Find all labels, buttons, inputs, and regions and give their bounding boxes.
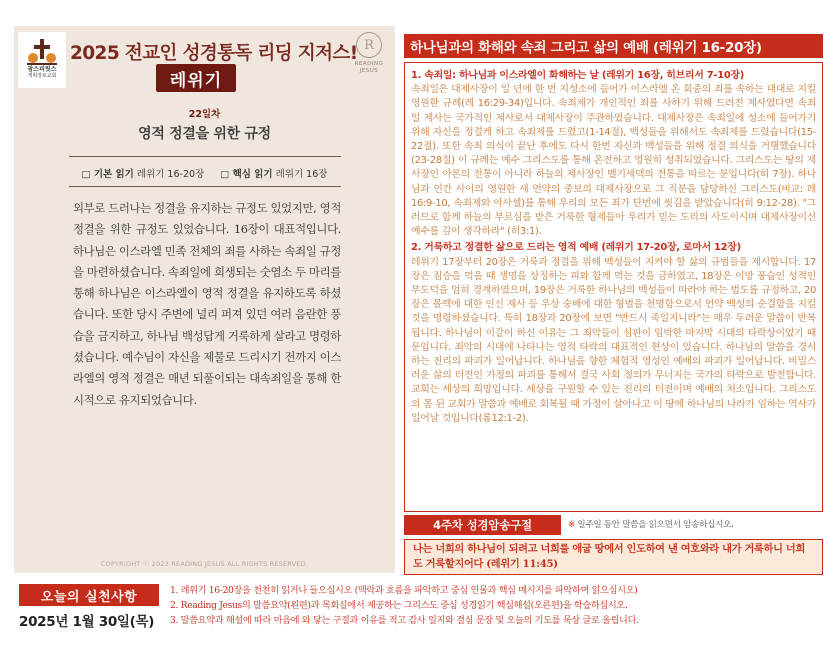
church-logo <box>18 32 66 88</box>
memory-note-text: 일주일 동안 말씀을 읽으면서 암송하십시오. <box>577 520 734 530</box>
section-2-heading: 2. 거룩하고 정결한 삶으로 드리는 영적 예배 (레위기 17-20장, 로마서 12장) <box>411 242 741 254</box>
practice-tag: 오늘의 실천사항 <box>19 584 159 606</box>
section-1-body: 속죄일은 대제사장이 일 년에 한 번 지성소에 들어가 이스라엘 온 회중의 죄를 속하는 대대로 지킬 영원한 규례(레 16:29-34)입니다. 속죄제가 개인적인 죄를 사하기 위해 드려진 제사였다면 속죄일 제사는 국가적인 제사로서 대제사장이 주관하였습니다. 대제사장은 속죄일에 성소에 들어가기 위해 자신을 정결케 하고 속죄제를 드렸고(1-14절), 백성들을 위해서도 속죄제를 드렸습니다(15-22절). 또한 속죄 의식이 끝난 후에도 다시 한번 자신과 백성들을 위해 정결 의식을 거행했습니다(23-28절) 이 규례는 예수 그리스도를 통해 온전하고 영원히 성취되었습니다. 그리스도는 땅의 제사장인 아론의 전통이 아니라 하늘의 제사장인 멜기세덱의 전통을 따르는 분입니다(히 7장). 하나님과 인간 사이의 영원한 새 언약의 중보의 대제사장으로 그 직분을 담당하신 그리스도(비교: 레 16:9-10, 속죄제와 아사셀)를 통해 우리의 모든 죄가 단번에 씻김을 받았습니다(히 9:12-28). "그러므로 함께 하늘의 부르심을 받은 거룩한 형제들아 우리가 믿는 도리의 사도이시며 대제사장이신 예수를 깊이 생각하라" (히3:1). <box>411 84 816 238</box>
program-title: 2025 전교인 성경통독 리딩 지저스! <box>70 43 358 64</box>
practice-list <box>170 583 830 629</box>
summary-text: 외부로 드러나는 정결을 유지하는 규정도 있었지만, 영적 정결을 위한 규정도 있었습니다. 16장이 대표적입니다. 하나님은 이스라엘 민족 전체의 죄를 사하는 속죄일 규정을 마련하셨습니다. 속죄일에 희생되는 숫염소 두 마리를 통해 하나님은 이스라엘이 영적 정결을 유지하도록 하셨습니다. 또한 당시 주변에 널리 퍼져 있던 여러 음란한 풍습을 금지하고, 하나님 백성답게 거룩하게 살라고 명령하셨습니다. 예수님이 자신을 제물로 드리시기 전까지 이스라엘의 영적 정결은 매년 되풀이되는 대속죄일을 통해 한시적으로 유지되었습니다. <box>73 201 341 407</box>
reading-jesus-logo <box>349 30 389 84</box>
practice-item: 2. Reading Jesus의 말씀요약(왼편)과 목회실에서 제공하는 그리스도 중심 성경읽기 핵심해설(오른편)을 학습하십시오. <box>170 600 628 612</box>
church-cross-icon <box>25 36 59 66</box>
memory-verse: 나는 너희의 하나님이 되려고 너희를 애굽 땅에서 인도하여 낸 여호와라 내가 거룩하니 너희도 거룩할지어다 (레위기 11:45) <box>404 539 823 575</box>
date-label: 2025년 1월 30일(목) <box>19 614 155 630</box>
practice-item: 3. 말씀요약과 해설에 따라 마음에 와 닿는 구절과 이유를 적고 감사 일지와 결심 문장 및 오늘의 기도를 묵상 글로 올립니다. <box>170 615 639 627</box>
core-reading-range: 레위기 16장 <box>275 169 328 180</box>
core-reading-label: □ 핵심 읽기 <box>220 169 273 180</box>
reading-jesus-emblem-icon: R <box>356 32 382 58</box>
memory-note <box>568 518 734 530</box>
brand-name: READING <box>354 61 384 67</box>
divider-top <box>69 156 341 157</box>
book-badge: 레위기 <box>156 64 236 92</box>
church-subname: 개혁장로교회 <box>27 73 57 79</box>
basic-reading-range: 레위기 16-20장 <box>136 169 205 180</box>
basic-reading-label: □ 기본 읽기 <box>81 169 134 180</box>
reading-assignments <box>14 166 395 180</box>
note-mark: ※ <box>568 520 575 530</box>
church-name: 광스피릿스 <box>27 66 57 73</box>
commentary-header: 하나님과의 화해와 속죄 그리고 삶의 예배 (레위기 16-20장) <box>404 34 823 58</box>
day-label: 22일차 <box>188 109 221 120</box>
section-2-body: 레위기 17장부터 20장은 거룩과 정결을 위해 백성들이 지켜야 할 삶의 규범들을 제시합니다. 17장은 짐승을 먹을 때 생명을 상징하는 피와 함께 먹는 것을 금하였고, 18장은 이방 풍습인 성적인 부도덕을 엄히 경계하였으며, 19장은 거룩한 하나님의 백성들이 따라야 하는 법도를 규정하고, 20장은 몰렉에 대한 인신 제사 등 우상 숭배에 대한 형벌을 천명함으로서 언약 백성의 순결함을 지킬 것을 명령하셨습니다. 특히 18장과 20장에 보면 "반드시 죽일지니라"는 매우 두려운 말씀이 반복됩니다. 하나님이 이같이 하신 이유는 그 죄악들이 심판이 임박한 마지막 시대의 타락상이었기 때문입니다. 죄악의 시대에 나타나는 영적 타락의 대표적인 현상이 있습니다. 하나님의 말씀을 경시하는 진리의 파괴가 일어납니다. 하나님을 향한 체험적 영성인 예배의 파괴가 일어납니다. 비밀스러운 삶의 터전인 가정의 파괴를 통해서 결국 사회 정의가 무너지는 국가의 타락으로 발전합니다. 교회는 세상의 희망입니다. 세상을 구원할 수 있는 진리의 터전이며 예배의 처소입니다. 그리스도의 몸 된 교회가 말씀과 예배로 회복될 때 가정이 살아나고 이 땅에 하나님의 나라가 임하는 역사가 일어날 것입니다(롬12:1-2). <box>411 256 816 424</box>
brand-sub: JESUS <box>359 68 379 74</box>
page-subtitle: 영적 정결을 위한 규정 <box>138 126 271 142</box>
memory-verse-tag: 4주차 성경암송구절 <box>404 515 561 535</box>
copyright: COPYRIGHT ⓒ 2023 READING JESUS ALL RIGHTS RESERVED. <box>100 560 309 568</box>
commentary-box <box>404 62 823 512</box>
divider-bottom <box>69 186 341 187</box>
reading-card <box>14 26 395 573</box>
practice-item: 1. 레위기 16-20장을 천천히 읽거나 들으십시오 (맥락과 흐름을 파악하고 중심 인물과 핵심 메시지를 파악하며 읽으십시오) <box>170 585 638 596</box>
section-1-heading: 1. 속죄일: 하나님과 이스라엘이 화해하는 날 (레위기 16장, 히브리서 7-10장) <box>411 70 745 81</box>
